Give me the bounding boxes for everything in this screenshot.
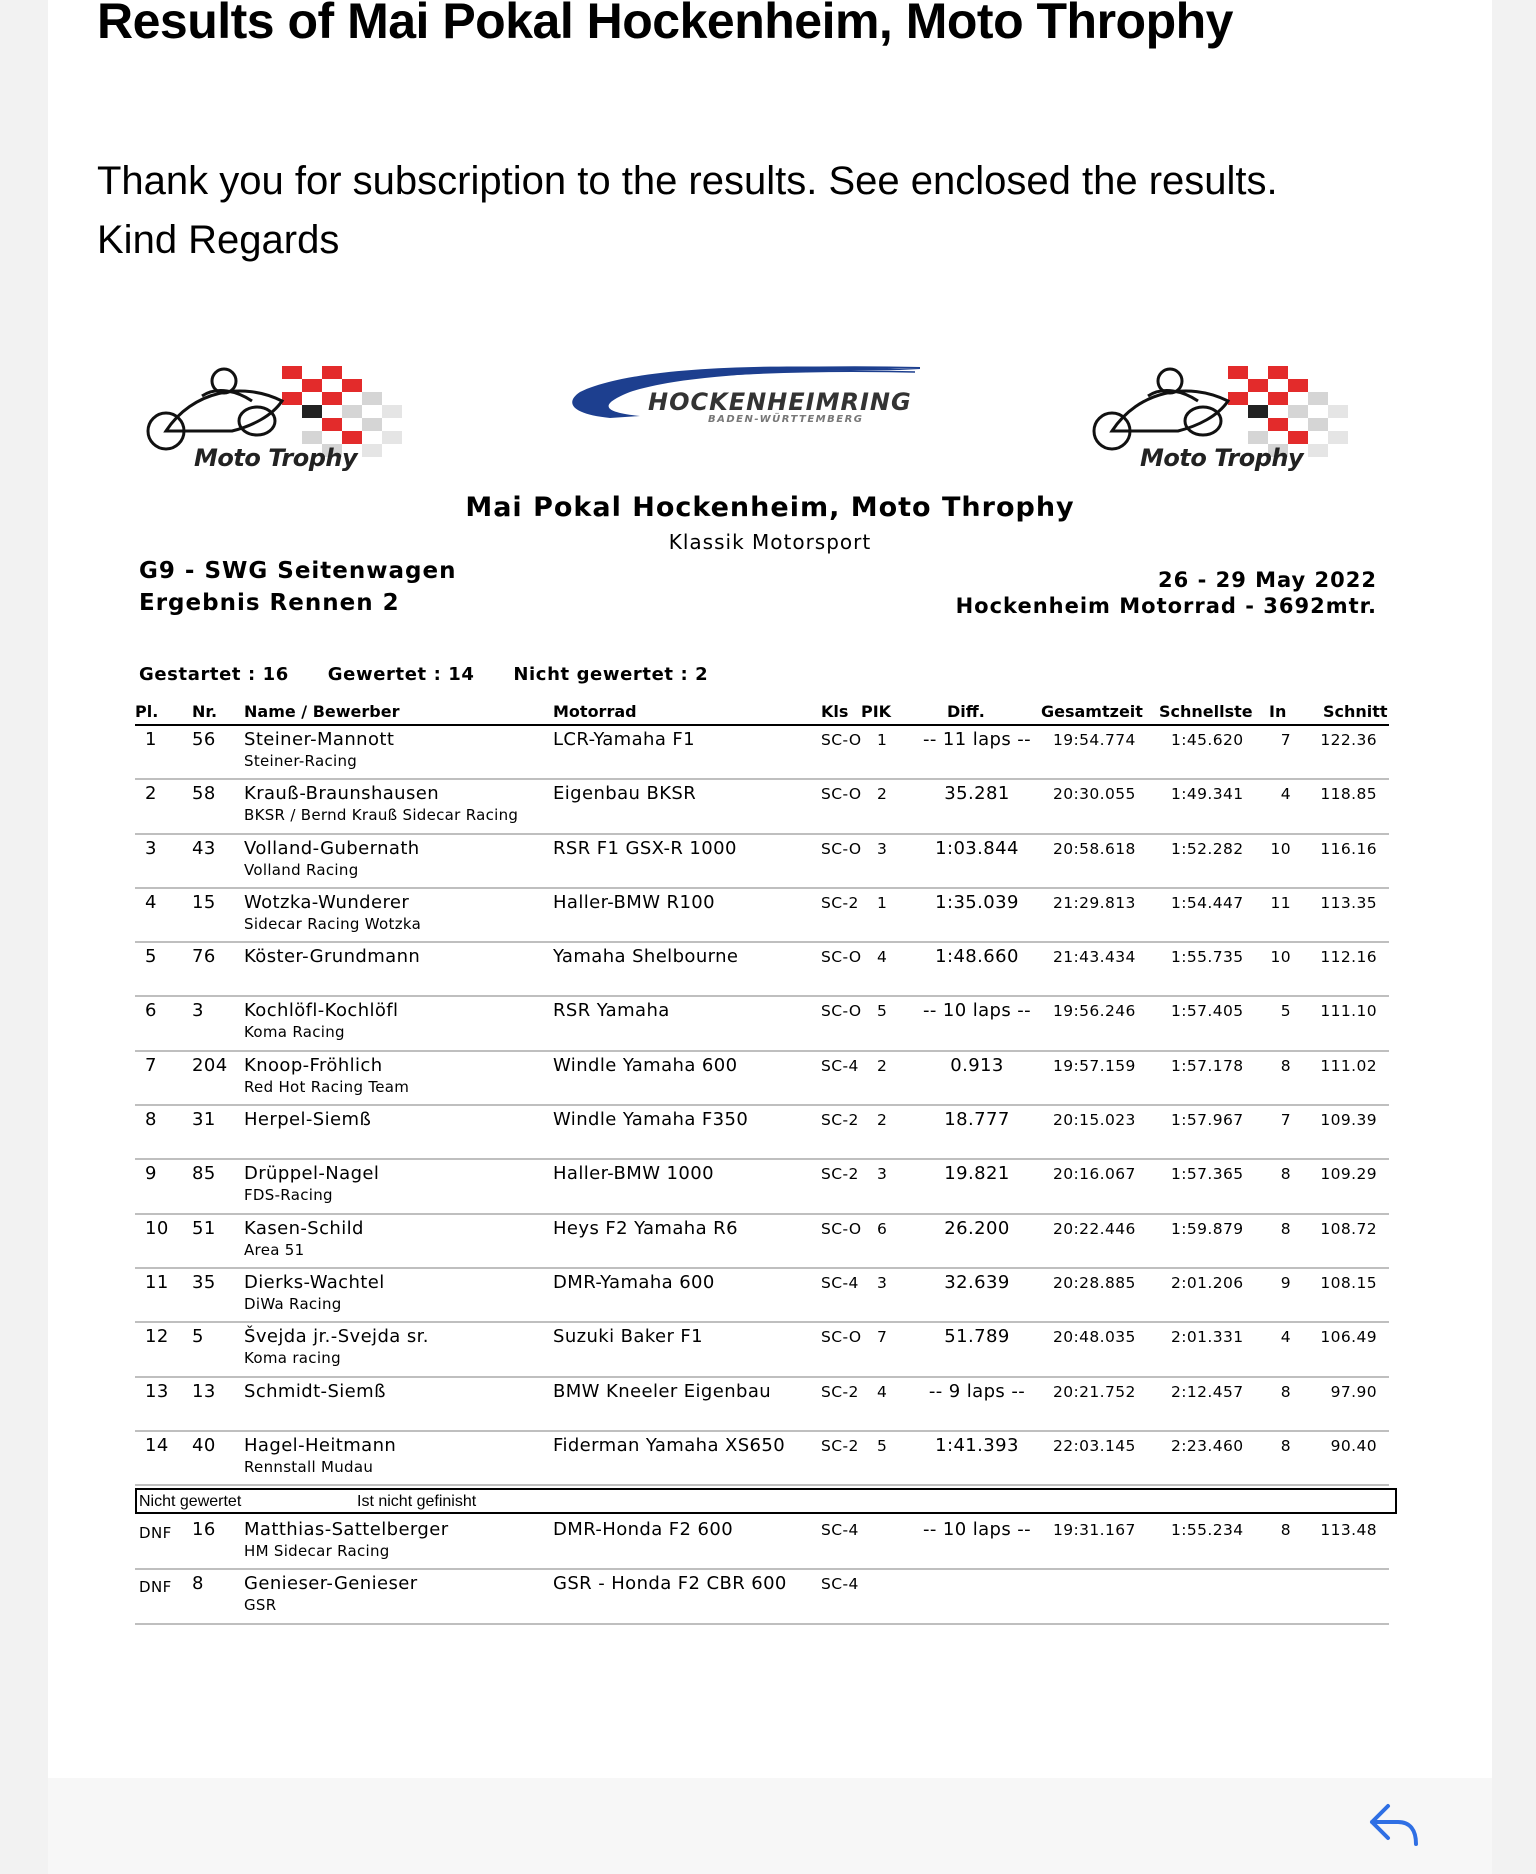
cell-team: Sidecar Racing Wotzka — [244, 914, 422, 933]
cell-pik: 3 — [877, 839, 888, 858]
cell-gesamtzeit: 20:30.055 — [1053, 785, 1136, 804]
cell-gesamtzeit: 21:29.813 — [1053, 893, 1136, 912]
cell-schnellste: 1:57.365 — [1171, 1165, 1244, 1184]
cell-schnitt: 108.72 — [1320, 1219, 1377, 1238]
event-date: 26 - 29 May 2022 — [1158, 568, 1377, 592]
cell-schnellste: 2:01.331 — [1171, 1328, 1244, 1347]
col-pl: Pl. — [135, 702, 159, 721]
cell-diff: -- 11 laps -- — [922, 729, 1032, 750]
cell-diff: 35.281 — [944, 783, 1010, 805]
cell-in: 4 — [1280, 785, 1291, 804]
bottom-toolbar — [48, 1778, 1492, 1874]
cell-schnellste: 1:57.178 — [1171, 1056, 1244, 1075]
cell-nr: 31 — [192, 1109, 216, 1131]
cell-pl: 14 — [145, 1434, 169, 1456]
dnf-rows — [135, 1516, 1389, 1625]
email-body-line: Thank you for subscription to the results. See enclosed the results. — [97, 159, 1278, 203]
cell-name: Genieser-Genieser — [244, 1573, 418, 1595]
cell-pik: 5 — [877, 1002, 888, 1021]
cell-team: Volland Racing — [244, 860, 359, 879]
table-row — [135, 1378, 1389, 1432]
cell-schnitt: 109.29 — [1320, 1165, 1377, 1184]
cell-nr: 3 — [192, 1000, 204, 1022]
cell-gesamtzeit: 20:21.752 — [1053, 1382, 1136, 1401]
moto-trophy-text: Moto Trophy — [1140, 444, 1304, 472]
cell-diff: 32.639 — [944, 1271, 1010, 1293]
cell-motorrad: Haller-BMW R100 — [553, 891, 716, 913]
cell-pik: 6 — [877, 1219, 888, 1238]
cell-kls: SC-O — [821, 1002, 862, 1021]
col-motorrad: Motorrad — [553, 702, 637, 721]
cell-motorrad: Suzuki Baker F1 — [553, 1326, 703, 1348]
table-row — [135, 726, 1389, 780]
cell-in: 11 — [1270, 893, 1291, 912]
cell-kls: SC-O — [821, 1219, 862, 1238]
cell-motorrad: Heys F2 Yamaha R6 — [553, 1217, 738, 1239]
cell-pik: 1 — [877, 731, 888, 749]
table-row — [135, 1269, 1389, 1323]
reply-icon — [1366, 1800, 1422, 1852]
cell-team: GSR — [244, 1596, 277, 1615]
cell-schnitt: 112.16 — [1320, 948, 1377, 967]
cell-team: BKSR / Bernd Krauß Sidecar Racing — [244, 806, 519, 825]
col-nr: Nr. — [192, 702, 218, 721]
cell-schnellste: 1:57.967 — [1171, 1111, 1244, 1130]
table-row — [135, 780, 1389, 834]
results-table — [135, 702, 1389, 1625]
cell-diff: 1:03.844 — [935, 837, 1019, 859]
cell-name: Kasen-Schild — [244, 1217, 364, 1239]
cell-in: 10 — [1270, 948, 1291, 967]
cell-nr: 58 — [192, 783, 216, 805]
cell-motorrad: DMR-Honda F2 600 — [553, 1519, 734, 1541]
cell-kls: SC-4 — [821, 1056, 859, 1075]
cell-motorrad: RSR Yamaha — [553, 1000, 670, 1022]
cell-in: 8 — [1280, 1165, 1291, 1184]
cell-pl: 5 — [145, 946, 157, 968]
cell-kls: SC-O — [821, 839, 862, 858]
cell-pik: 5 — [877, 1436, 888, 1455]
cell-pl: 9 — [145, 1163, 157, 1185]
cell-gesamtzeit: 20:22.446 — [1053, 1219, 1136, 1238]
col-in: In — [1269, 702, 1287, 721]
cell-motorrad: RSR F1 GSX-R 1000 — [553, 837, 737, 859]
cell-pl: 10 — [145, 1217, 169, 1239]
cell-diff: 19.821 — [944, 1163, 1010, 1185]
cell-in: 10 — [1270, 839, 1291, 858]
nicht-gewertet-box — [135, 1488, 1397, 1514]
cell-nr: 35 — [192, 1271, 216, 1293]
cell-nr: 76 — [192, 946, 216, 968]
cell-schnitt: 116.16 — [1320, 839, 1377, 858]
cell-diff: 1:35.039 — [935, 891, 1019, 913]
cell-kls: SC-2 — [821, 1111, 859, 1130]
cell-name: Köster-Grundmann — [244, 946, 421, 968]
cell-diff: -- 9 laps -- — [928, 1380, 1026, 1402]
event-subtitle: Klassik Motorsport — [668, 530, 872, 554]
cell-gesamtzeit: 20:48.035 — [1053, 1328, 1136, 1347]
cell-in: 8 — [1280, 1056, 1291, 1075]
cell-name: Matthias-Sattelberger — [244, 1519, 449, 1541]
cell-gesamtzeit: 21:43.434 — [1053, 948, 1136, 967]
cell-name: Volland-Gubernath — [244, 837, 420, 859]
class-name: G9 - SWG Seitenwagen — [139, 558, 457, 584]
cell-name: Krauß-Braunshausen — [244, 783, 440, 805]
cell-nr: 5 — [192, 1326, 204, 1348]
cell-schnitt: 106.49 — [1320, 1328, 1377, 1347]
race-name: Ergebnis Rennen 2 — [139, 590, 400, 616]
cell-kls: SC-2 — [821, 1382, 859, 1401]
cell-schnitt: 111.10 — [1320, 1002, 1377, 1021]
cell-in: 8 — [1280, 1521, 1291, 1540]
results-document — [48, 340, 1492, 1640]
cell-nr: 15 — [192, 891, 216, 913]
table-row — [135, 889, 1389, 943]
cell-schnitt: 97.90 — [1330, 1382, 1377, 1401]
results-rows — [135, 726, 1389, 1486]
cell-pl: DNF — [139, 1578, 172, 1597]
cell-kls: SC-2 — [821, 1165, 859, 1184]
cell-motorrad: Windle Yamaha 600 — [553, 1054, 738, 1076]
cell-in: 8 — [1280, 1382, 1291, 1401]
cell-gesamtzeit: 20:16.067 — [1053, 1165, 1136, 1184]
col-kls: Kls — [821, 702, 849, 721]
col-schnellste: Schnellste — [1159, 702, 1253, 721]
cell-team: Red Hot Racing Team — [244, 1077, 410, 1096]
table-row — [135, 1052, 1389, 1106]
cell-schnitt: 109.39 — [1320, 1111, 1377, 1130]
cell-name: Kochlöfl-Kochlöfl — [244, 1000, 399, 1022]
cell-pl: 11 — [145, 1271, 169, 1293]
cell-in: 7 — [1280, 731, 1291, 749]
cell-pik: 2 — [877, 785, 888, 804]
cell-diff: 51.789 — [944, 1326, 1010, 1348]
cell-kls: SC-4 — [821, 1521, 859, 1540]
cell-name: Knoop-Fröhlich — [244, 1054, 383, 1076]
cell-schnitt: 108.15 — [1320, 1273, 1377, 1292]
cell-in: 8 — [1280, 1436, 1291, 1455]
cell-name: Wotzka-Wunderer — [244, 891, 410, 913]
cell-schnellste: 2:23.460 — [1171, 1436, 1244, 1455]
cell-kls: SC-O — [821, 731, 862, 749]
cell-kls: SC-2 — [821, 893, 859, 912]
cell-schnellste: 1:59.879 — [1171, 1219, 1244, 1238]
reply-button[interactable] — [1366, 1800, 1422, 1852]
dnf-row — [135, 1570, 1389, 1624]
col-name: Name / Bewerber — [244, 702, 400, 721]
cell-diff: 1:41.393 — [935, 1434, 1019, 1456]
cell-name: Herpel-Siemß — [244, 1109, 372, 1131]
cell-schnitt: 122.36 — [1320, 731, 1377, 749]
stat-gewertet: Gewertet : 14 — [327, 664, 475, 685]
table-row — [135, 1432, 1389, 1486]
cell-motorrad: LCR-Yamaha F1 — [553, 729, 696, 750]
cell-kls: SC-2 — [821, 1436, 859, 1455]
cell-gesamtzeit: 19:31.167 — [1053, 1521, 1136, 1540]
cell-in: 4 — [1280, 1328, 1291, 1347]
col-pik: PIK — [861, 702, 892, 721]
cell-motorrad: Eigenbau BKSR — [553, 783, 697, 805]
cell-name: Drüppel-Nagel — [244, 1163, 380, 1185]
cell-schnellste: 1:45.620 — [1171, 731, 1244, 749]
cell-pl: 4 — [145, 891, 157, 913]
cell-kls: SC-O — [821, 1328, 862, 1347]
cell-team: HM Sidecar Racing — [244, 1542, 390, 1561]
cell-schnitt: 90.40 — [1330, 1436, 1377, 1455]
cell-kls: SC-O — [821, 785, 862, 804]
dnf-row — [135, 1516, 1389, 1570]
cell-team: Koma racing — [244, 1349, 341, 1368]
cell-nr: 13 — [192, 1380, 216, 1402]
cell-kls: SC-4 — [821, 1273, 859, 1292]
cell-pl: 8 — [145, 1109, 157, 1131]
cell-kls: SC-4 — [821, 1575, 859, 1594]
cell-pik: 4 — [877, 948, 888, 967]
table-row — [135, 943, 1389, 997]
col-diff: Diff. — [947, 702, 985, 721]
cell-pl: 7 — [145, 1054, 157, 1076]
cell-gesamtzeit: 19:54.774 — [1053, 731, 1136, 749]
cell-name: Švejda jr.-Svejda sr. — [244, 1326, 429, 1348]
cell-schnellste: 2:01.206 — [1171, 1273, 1244, 1292]
cell-team: Koma Racing — [244, 1023, 345, 1042]
cell-pik: 3 — [877, 1273, 888, 1292]
cell-pik: 2 — [877, 1056, 888, 1075]
cell-pl: 3 — [145, 837, 157, 859]
email-card — [48, 0, 1492, 1778]
moto-trophy-logo — [1078, 356, 1388, 486]
race-stats — [139, 664, 740, 685]
cell-schnellste: 1:52.282 — [1171, 839, 1244, 858]
cell-pik: 1 — [877, 893, 888, 912]
cell-nr: 204 — [192, 1054, 228, 1076]
cell-gesamtzeit: 19:57.159 — [1053, 1056, 1136, 1075]
cell-team: Rennstall Mudau — [244, 1457, 374, 1476]
cell-name: Dierks-Wachtel — [244, 1271, 385, 1293]
cell-kls: SC-O — [821, 948, 862, 967]
cell-pik: 7 — [877, 1328, 888, 1347]
table-row — [135, 1160, 1389, 1214]
cell-pl: 12 — [145, 1326, 169, 1348]
cell-schnitt: 111.02 — [1320, 1056, 1377, 1075]
cell-schnitt: 113.35 — [1320, 893, 1377, 912]
cell-team: DiWa Racing — [244, 1294, 342, 1313]
cell-name: Schmidt-Siemß — [244, 1380, 386, 1402]
cell-nr: 8 — [192, 1573, 204, 1595]
cell-motorrad: Windle Yamaha F350 — [553, 1109, 749, 1131]
cell-gesamtzeit: 22:03.145 — [1053, 1436, 1136, 1455]
cell-pik: 3 — [877, 1165, 888, 1184]
cell-motorrad: Yamaha Shelbourne — [553, 946, 739, 968]
moto-trophy-logo — [132, 356, 442, 486]
col-gesamtzeit: Gesamtzeit — [1041, 702, 1143, 721]
cell-diff: 0.913 — [950, 1054, 1004, 1076]
cell-diff: -- 10 laps -- — [922, 1519, 1032, 1541]
cell-in: 7 — [1280, 1111, 1291, 1130]
cell-motorrad: Fiderman Yamaha XS650 — [553, 1434, 786, 1456]
nicht-gewertet-reason: Ist nicht gefinisht — [357, 1493, 477, 1511]
cell-schnitt: 118.85 — [1320, 785, 1377, 804]
cell-gesamtzeit: 19:56.246 — [1053, 1002, 1136, 1021]
cell-pik: 4 — [877, 1382, 888, 1401]
cell-diff: 26.200 — [944, 1217, 1010, 1239]
cell-name: Steiner-Mannott — [244, 729, 395, 750]
cell-pl: 13 — [145, 1380, 169, 1402]
cell-nr: 16 — [192, 1519, 216, 1541]
email-body — [97, 152, 1278, 270]
cell-nr: 51 — [192, 1217, 216, 1239]
cell-gesamtzeit: 20:28.885 — [1053, 1273, 1136, 1292]
hockenheimring-subtext: BADEN-WÜRTTEMBERG — [708, 414, 864, 425]
cell-schnellste: 1:57.405 — [1171, 1002, 1244, 1021]
cell-motorrad: Haller-BMW 1000 — [553, 1163, 714, 1185]
cell-name: Hagel-Heitmann — [244, 1434, 397, 1456]
cell-pl: 6 — [145, 1000, 157, 1022]
email-subject: Results of Mai Pokal Hockenheim, Moto Throphy — [97, 0, 1233, 49]
cell-motorrad: BMW Kneeler Eigenbau — [553, 1380, 772, 1402]
cell-gesamtzeit: 20:15.023 — [1053, 1111, 1136, 1130]
cell-gesamtzeit: 20:58.618 — [1053, 839, 1136, 858]
nicht-gewertet-label: Nicht gewertet — [139, 1493, 242, 1511]
cell-in: 9 — [1280, 1273, 1291, 1292]
event-venue: Hockenheim Motorrad - 3692mtr. — [955, 594, 1377, 618]
cell-nr: 40 — [192, 1434, 216, 1456]
cell-nr: 43 — [192, 837, 216, 859]
hockenheimring-logo — [570, 362, 930, 450]
cell-motorrad: DMR-Yamaha 600 — [553, 1271, 715, 1293]
cell-pik: 2 — [877, 1111, 888, 1130]
cell-pl: DNF — [139, 1524, 172, 1543]
cell-nr: 56 — [192, 729, 216, 750]
cell-in: 8 — [1280, 1219, 1291, 1238]
event-title: Mai Pokal Hockenheim, Moto Throphy — [465, 492, 1075, 523]
cell-diff: 1:48.660 — [935, 946, 1019, 968]
email-body-line: Kind Regards — [97, 218, 340, 262]
stat-gestartet: Gestartet : 16 — [139, 664, 289, 685]
cell-in: 5 — [1280, 1002, 1291, 1021]
cell-diff: 18.777 — [944, 1109, 1010, 1131]
hockenheimring-text: HOCKENHEIMRING — [648, 388, 912, 416]
cell-team: Steiner-Racing — [244, 752, 358, 770]
table-row — [135, 1323, 1389, 1377]
cell-schnellste: 1:55.234 — [1171, 1521, 1244, 1540]
cell-nr: 85 — [192, 1163, 216, 1185]
table-row — [135, 1215, 1389, 1269]
stat-nicht-gewertet: Nicht gewertet : 2 — [513, 664, 709, 685]
cell-team: FDS-Racing — [244, 1186, 333, 1205]
cell-motorrad: GSR - Honda F2 CBR 600 — [553, 1573, 787, 1595]
cell-pl: 1 — [145, 729, 157, 750]
cell-pl: 2 — [145, 783, 157, 805]
cell-schnitt: 113.48 — [1320, 1521, 1377, 1540]
table-row — [135, 1106, 1389, 1160]
cell-schnellste: 1:54.447 — [1171, 893, 1244, 912]
cell-schnellste: 2:12.457 — [1171, 1382, 1244, 1401]
cell-schnellste: 1:49.341 — [1171, 785, 1244, 804]
moto-trophy-text: Moto Trophy — [194, 444, 358, 472]
table-header — [135, 702, 1389, 726]
cell-schnellste: 1:55.735 — [1171, 948, 1244, 967]
cell-diff: -- 10 laps -- — [922, 1000, 1032, 1022]
col-schnitt: Schnitt — [1323, 702, 1388, 721]
table-row — [135, 835, 1389, 889]
table-row — [135, 997, 1389, 1051]
cell-team: Area 51 — [244, 1240, 305, 1259]
